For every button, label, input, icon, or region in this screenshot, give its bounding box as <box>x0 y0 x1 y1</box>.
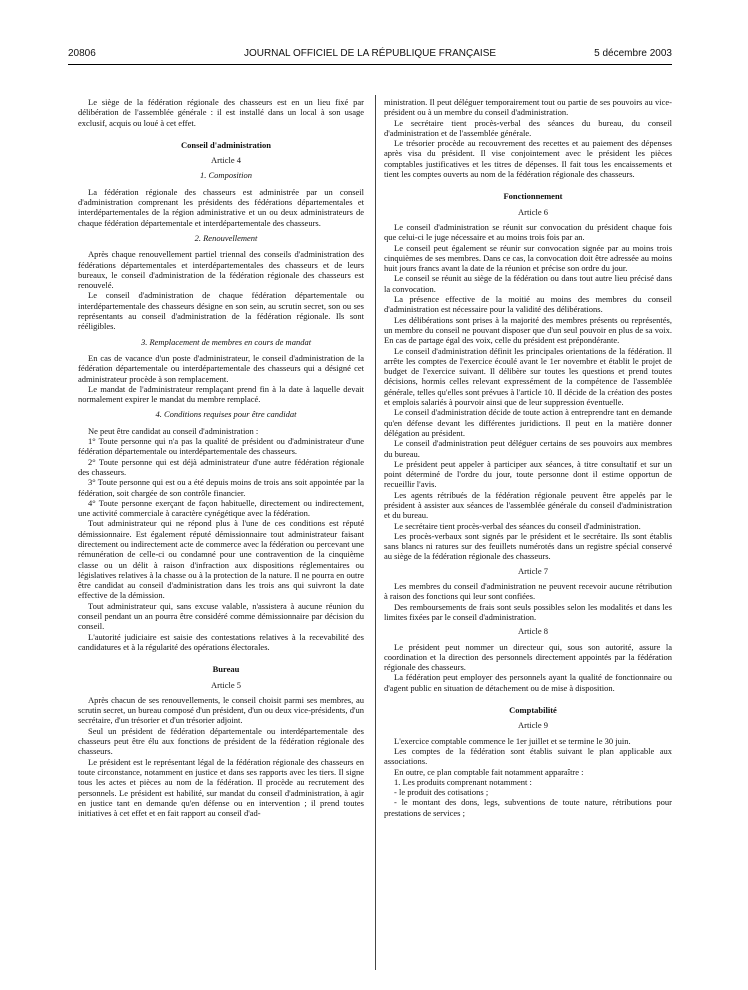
paragraph: - le montant des dons, legs, subventions de toute nature, rétributions pour prestations de services ; <box>384 797 672 818</box>
header-rule <box>68 64 672 65</box>
paragraph: Après chacun de ses renouvellements, le conseil choisit parmi ses membres, au scrutin secret, un bureau composé d'un président, d'un ou deux vice-présidents, d'un secrétaire, d'un trésorier et d'un trésorier adjoint. <box>78 694 364 726</box>
subsection-heading: 1. Composition <box>200 170 252 181</box>
article-heading: Article 8 <box>518 626 548 637</box>
paragraph: Les comptes de la fédération sont établis suivant le plan applicable aux associations. <box>384 745 672 767</box>
paragraph: L'autorité judiciaire est saisie des contestations relatives à la recevabilité des candidatures et à la régularité des opérations électorales. <box>78 631 364 652</box>
article-heading: Article 4 <box>211 155 241 166</box>
paragraph-continued: ministration. Il peut déléguer temporairement tout ou partie de ses pouvoirs au vice-président ou à un membre du conseil d'administration. <box>384 97 672 118</box>
section-heading: Fonctionnement <box>503 191 563 202</box>
paragraph: En outre, ce plan comptable fait notamment apparaître : <box>394 766 584 777</box>
paragraph: Tout administrateur qui, sans excuse valable, n'assistera à aucune réunion du conseil pendant un an pourra être considéré comme démissionnaire par décision du conseil. <box>78 600 364 632</box>
article-heading: Article 7 <box>518 565 548 576</box>
paragraph: La fédération régionale des chasseurs est administrée par un conseil d'administration comprenant les présidents des fédérations départementales et interdépartementales de la région administrative et un ou deux administrateurs de chaque fédération départementale et interdépartementale des chasseurs. <box>78 186 364 228</box>
paragraph: Le mandat de l'administrateur remplaçant prend fin à la date à laquelle devait normalement expirer le mandat du membre remplacé. <box>78 383 364 405</box>
paragraph: 1° Toute personne qui n'a pas la qualité de président ou d'administrateur d'une fédération départementale ou interdépartementale des chasseurs. <box>78 436 364 457</box>
paragraph: Après chaque renouvellement partiel triennal des conseils d'administration des fédérations départementales et interdépartementales des chasseurs et de leurs bureaux, le conseil d'administration de la fédération régionale des chasseurs est renouvelé. <box>78 249 364 291</box>
section-heading: Bureau <box>212 664 240 675</box>
paragraph: 3° Toute personne qui est ou a été depuis moins de trois ans soit appointée par la fédération, soit chargée de son contrôle financier. <box>78 477 364 498</box>
column-divider <box>375 95 376 970</box>
right-column <box>384 97 672 818</box>
paragraph: Les agents rétribués de la fédération régionale peuvent être appelés par le président à assister aux séances de l'assemblée générale du conseil d'administration et du bureau. <box>384 489 672 521</box>
paragraph: Le président peut nommer un directeur qui, sous son autorité, assure la coordination et la direction des personnels directement appointés par la fédération régionale des chasseurs. <box>384 641 672 673</box>
paragraph: En cas de vacance d'un poste d'administrateur, le conseil d'administration de la fédération départementale ou interdépartementale des chasseurs qui a désigné cet administrateur procède à son remplacement. <box>78 352 364 384</box>
left-column <box>78 97 364 818</box>
paragraph: Le siège de la fédération régionale des chasseurs est en un lieu fixé par délibération de l'assemblée générale : il est installé dans un local à son usage exclusif, acquis ou loué à cet effet. <box>78 97 364 128</box>
paragraph: 1. Les produits comprenant notamment : <box>394 776 532 787</box>
page-header <box>68 48 672 64</box>
subsection-heading: 2. Renouvellement <box>194 232 258 243</box>
paragraph: Le conseil d'administration définit les principales orientations de la fédération. Il arrête les comptes de l'exercice écoulé avant le 1er novembre et établit le projet de budget de l'exercice suivant. Il délibère sur toutes les questions et prend toutes décisions, hormis celles relevant expressément de la compétence de l'assemblée générale, telles qu'elles sont prévues à l'article 10. Il décide de la création des postes et emplois salariés à pourvoir ainsi que de leur suppression éventuelle. <box>384 345 672 408</box>
subsection-heading: 3. Remplacement de membres en cours de mandat <box>140 336 312 347</box>
paragraph: La fédération peut employer des personnels ayant la qualité de fonctionnaire ou d'agent public en situation de détachement ou de mise à disposition. <box>384 672 672 693</box>
paragraph: Le conseil d'administration de chaque fédération départementale ou interdépartementale des chasseurs désigne en son sein, au scrutin secret, son ou ses représentants au conseil d'administration de la fédération régionale. Ils sont rééligibles. <box>78 290 364 332</box>
paragraph: Le conseil se réunit au siège de la fédération ou dans tout autre lieu précisé dans la convocation. <box>384 273 672 294</box>
paragraph: Ne peut être candidat au conseil d'administration : <box>88 425 259 436</box>
article-heading: Article 9 <box>518 720 548 731</box>
section-heading: Conseil d'administration <box>181 139 271 150</box>
paragraph: Seul un président de fédération départementale ou interdépartementale des chasseurs peut être élu aux fonctions de président de la fédération régionale des chasseurs. <box>78 725 364 757</box>
paragraph: Les procès-verbaux sont signés par le président et le secrétaire. Ils sont établis sans blancs ni ratures sur des feuillets numérotés dans un registre spécial conservé au siège de la fédération régionale des chasseurs. <box>384 530 672 562</box>
paragraph: Le président peut appeler à participer aux séances, à titre consultatif et sur un point déterminé de l'ordre du jour, toute personne dont il estime opportun de recueillir l'avis. <box>384 458 672 490</box>
publication-date: 5 décembre 2003 <box>594 48 672 59</box>
paragraph: Le secrétaire tient procès-verbal des séances du conseil d'administration. <box>394 520 641 531</box>
paragraph: Les délibérations sont prises à la majorité des membres présents ou représentés, un membre du conseil ne pouvant disposer que d'un seul pouvoir en plus de sa voix. En cas de partage égal des voix, celle du président est prépondérante. <box>384 314 672 346</box>
paragraph: Le conseil d'administration se réunit sur convocation du président chaque fois que celui-ci le juge nécessaire et au moins trois fois par an. <box>384 221 672 243</box>
page-number: 20806 <box>68 48 96 59</box>
journal-title: JOURNAL OFFICIEL DE LA RÉPUBLIQUE FRANÇAISE <box>243 48 497 59</box>
paragraph: Le secrétaire tient procès-verbal des séances du bureau, du conseil d'administration et de l'assemblée générale. <box>384 117 672 138</box>
section-heading: Comptabilité <box>509 705 557 716</box>
paragraph: L'exercice comptable commence le 1er juillet et se termine le 30 juin. <box>394 735 631 746</box>
paragraph: 2° Toute personne qui est déjà administrateur d'une autre fédération régionale des chasseurs. <box>78 456 364 477</box>
subsection-heading: 4. Conditions requises pour être candidat <box>155 409 297 420</box>
paragraph: Tout administrateur qui ne répond plus à l'une de ces conditions est réputé démissionnaire. Est également réputé démissionnaire tout administrateur faisant directement ou indirectement acte de commerce avec la fédération ou percevant une rémunération de celle-ci ou condamné pour une contravention de la cinquième classe ou un délit à raison d'infraction aux dispositions réglementaires ou législatives relatives à la chasse ou à la protection de la nature. Il ne pourra en outre être candidat au conseil d'administration dans les trois ans qui suivront la date effective de la démission. <box>78 518 364 601</box>
article-heading: Article 5 <box>211 679 241 690</box>
paragraph: La présence effective de la moitié au moins des membres du conseil d'administration est nécessaire pour la validité des délibérations. <box>384 294 672 315</box>
paragraph: - le produit des cotisations ; <box>394 787 489 798</box>
article-heading: Article 6 <box>518 206 548 217</box>
paragraph: Le conseil d'administration peut déléguer certains de ses pouvoirs aux membres du bureau. <box>384 438 672 459</box>
paragraph: Le conseil peut également se réunir sur convocation signée par au moins trois cinquièmes de ses membres. Dans ce cas, la convocation doit être adressée au moins huit jours francs avant la date de la réunion et précise son ordre du jour. <box>384 242 672 274</box>
paragraph: Le président est le représentant légal de la fédération régionale des chasseurs en toute circonstance, notamment en justice et dans ses rapports avec les tiers. Il signe tous les actes et pièces au nom de la fédération. Il procède au recrutement des personnels. Le président est habilité, sur mandat du conseil d'administration, à agir en justice tant en demande qu'en défense ou en intervention ; il prend toutes initiatives à cet effet et en fait rapport au conseil d'ad- <box>78 756 364 819</box>
paragraph: Le trésorier procède au recouvrement des recettes et au paiement des dépenses après visa du président. Il vise conjointement avec le président les pièces comptables justificatives et les titres de dépenses. Il fait tous les encaissements et tient les comptes ouverts au nom de la fédération régionale des chasseurs. <box>384 138 672 180</box>
paragraph: 4° Toute personne exerçant de façon habituelle, directement ou indirectement, une activité commerciale à caractère cynégétique avec la fédération. <box>78 497 364 519</box>
paragraph: Des remboursements de frais sont seuls possibles selon les modalités et dans les limites fixées par le conseil d'administration. <box>384 601 672 622</box>
paragraph: Les membres du conseil d'administration ne peuvent recevoir aucune rétribution à raison des fonctions qui leur sont confiées. <box>384 581 672 602</box>
paragraph: Le conseil d'administration décide de toute action à entreprendre tant en demande qu'en défense devant les différentes juridictions. Il peut en la matière donner délégation au président. <box>384 407 672 438</box>
